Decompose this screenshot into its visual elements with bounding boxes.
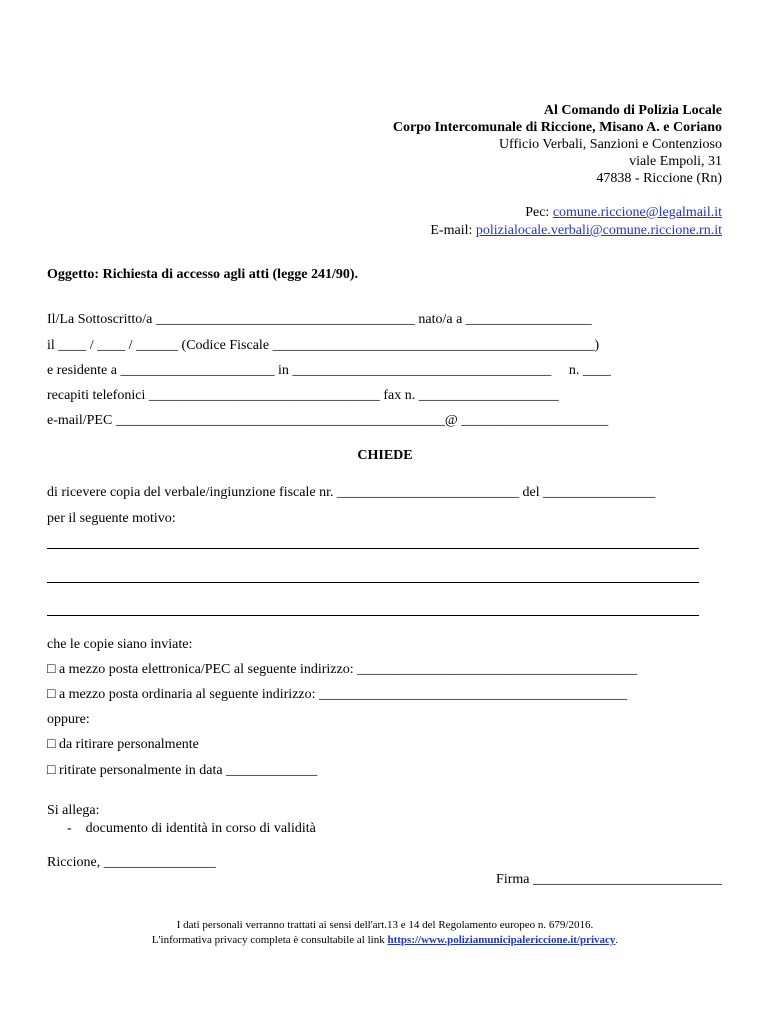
motivo-line-3[interactable] [47,615,699,616]
footer-line-2-prefix: L'informativa privacy completa è consultabile al link [151,934,388,946]
recipient-address [393,102,722,187]
motivo-line-1[interactable] [47,548,699,549]
email-row [430,222,722,240]
chiede-heading: CHIEDE [357,448,413,463]
footer-line-2-suffix: . [615,934,619,946]
delivery-oppure: oppure: [47,712,90,727]
attachments-label: Si allega: [47,803,100,818]
field-data-nascita[interactable]: il ____ / ____ / ______ (Codice Fiscale ______________________________________________) [47,338,600,353]
delivery-intro: che le copie siano inviate: [47,637,193,652]
field-email[interactable]: e-mail/PEC _______________________________________________@ _____________________ [47,413,609,428]
footer-line-1: I dati personali verranno trattati ai sensi dell'art.13 e 14 del Regolamento europeo n. 679/2016. [176,919,594,931]
subject-heading: Oggetto: Richiesta di accesso agli atti (legge 241/90). [47,267,359,282]
delivery-option-ritiro-data[interactable]: □ ritirate personalmente in data _____________ [47,763,318,778]
motivo-label: per il seguente motivo: [47,511,176,526]
field-residenza[interactable]: e residente a ______________________ in _____________________________________ n. ____ [47,363,611,378]
recipient-line-1: Al Comando di Polizia Locale [543,103,722,118]
motivo-line-2[interactable] [47,582,699,583]
footer-line-2 [0,933,770,948]
recipient-line-4: viale Empoli, 31 [629,154,722,169]
field-telefono[interactable]: recapiti telefonici _________________________________ fax n. ____________________ [47,388,559,403]
contacts-block [430,204,722,240]
signature-firma[interactable]: Firma ___________________________ [496,872,722,887]
delivery-option-pec[interactable]: □ a mezzo posta elettronica/PEC al seguente indirizzo: ________________________________________ [47,662,638,677]
field-sottoscritto[interactable]: Il/La Sottoscritto/a _____________________________________ nato/a a __________________ [47,312,592,327]
delivery-option-posta[interactable]: □ a mezzo posta ordinaria al seguente indirizzo: ____________________________________________ [47,687,628,702]
recipient-line-2: Corpo Intercomunale di Riccione, Misano A. e Coriano [392,120,722,135]
email-link[interactable]: polizialocale.verbali@comune.riccione.rn.it [475,223,722,238]
signature-place-date[interactable]: Riccione, ________________ [47,855,216,870]
pec-link[interactable]: comune.riccione@legalmail.it [552,205,722,220]
recipient-line-5: 47838 - Riccione (Rn) [596,171,722,186]
pec-label: Pec: [525,205,553,220]
pec-row [430,204,722,222]
attachments-item: - documento di identità in corso di validità [67,821,316,836]
privacy-link[interactable]: https://www.poliziamunicipalericcione.it/privacy [387,934,616,946]
delivery-option-ritiro[interactable]: □ da ritirare personalmente [47,737,199,752]
email-label: E-mail: [430,223,476,238]
request-copy-line[interactable]: di ricevere copia del verbale/ingiunzione fiscale nr. __________________________ del ________________ [47,485,656,500]
recipient-line-3: Ufficio Verbali, Sanzioni e Contenzioso [498,137,722,152]
privacy-footer [0,918,770,948]
